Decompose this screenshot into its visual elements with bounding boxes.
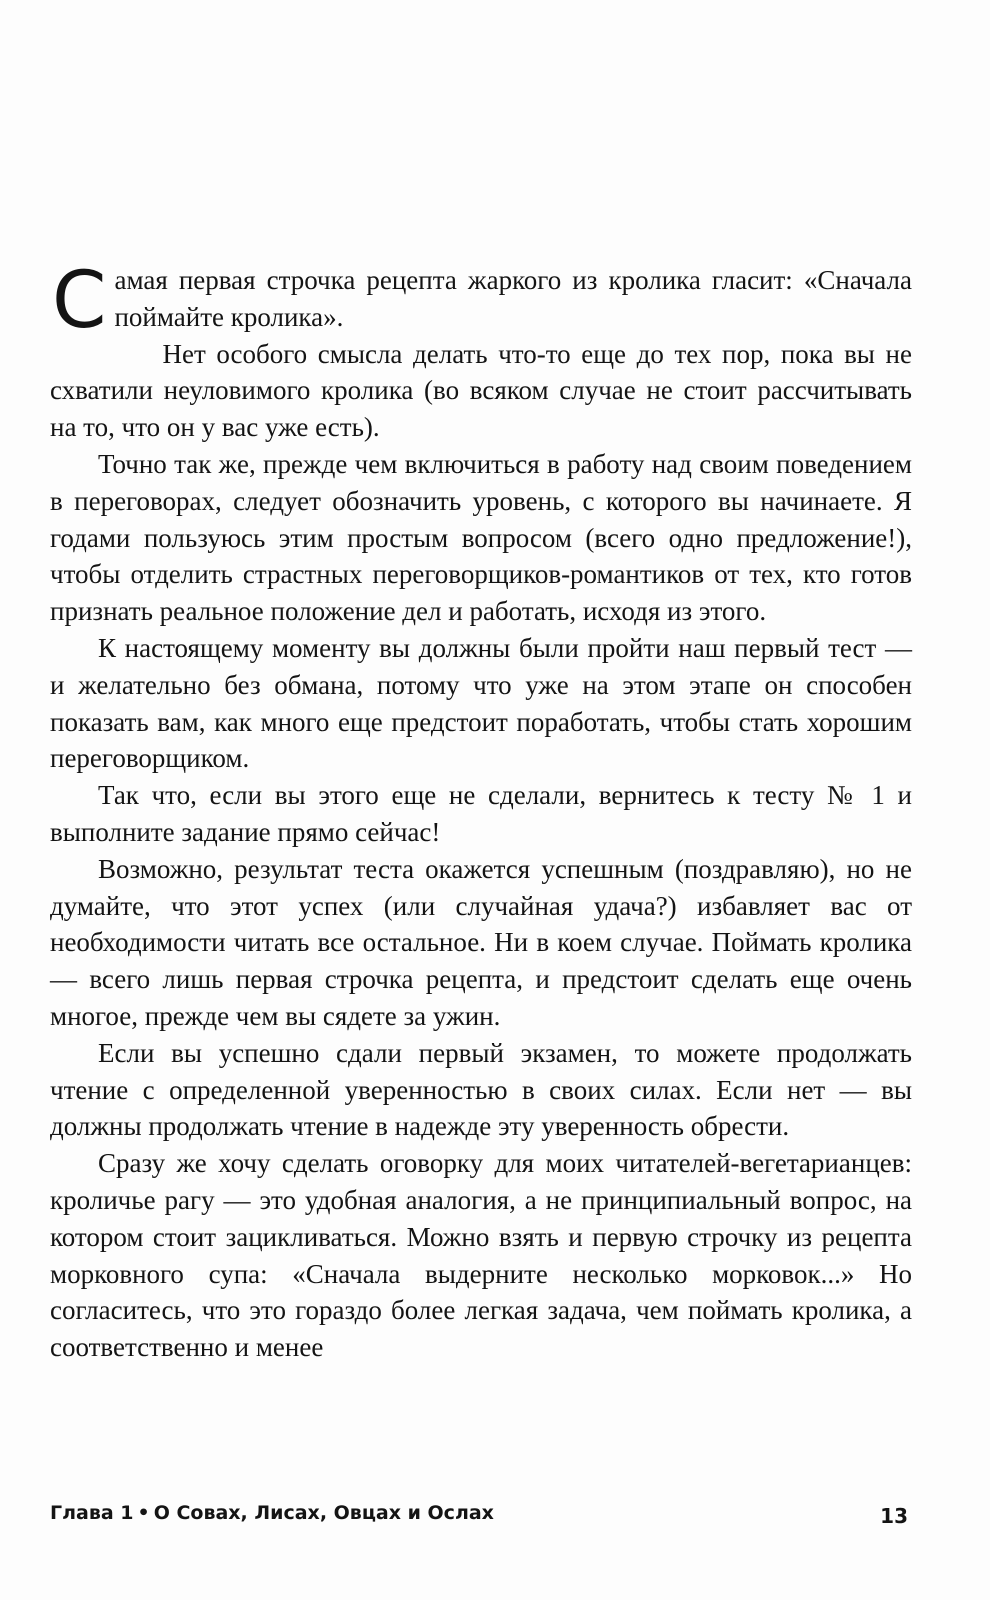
drop-cap: С bbox=[52, 256, 107, 346]
paragraph-4: К настоящему моменту вы должны были пройти наш первый тест — и желательно без обмана, потому что уже на этом этапе он способен показать вам, как много еще предстоит поработать, чтобы стать хорошим переговорщиком. bbox=[50, 632, 912, 774]
chapter-footer bbox=[50, 1502, 494, 1524]
chapter-title: О Совах, Лисах, Овцах и Ослах bbox=[153, 1502, 494, 1524]
paragraph-6: Возможно, результат теста окажется успешным (поздравляю), но не думайте, что этот успех (или случайная удача?) избавляет вас от необходимости читать все остальное. Ни в коем случае. Поймать кролика — всего лишь первая строчка рецепта, и предстоит сделать еще очень многое, прежде чем вы сядете за ужин. bbox=[50, 853, 912, 1031]
paragraph-7: Если вы успешно сдали первый экзамен, то можете продолжать чтение с определенной уверенностью в своих силах. Если нет — вы должны продолжать чтение в надежде эту уверенность обрести. bbox=[50, 1037, 912, 1142]
paragraph-3: Точно так же, прежде чем включиться в работу над своим поведением в переговорах, следует обозначить уровень, с которого вы начинаете. Я годами пользуюсь этим простым вопросом (всего одно предложение!), чтобы отделить страстных переговорщиков-романтиков от тех, кто готов признать реальное положение дел и работать, исходя из этого. bbox=[50, 448, 912, 627]
body-text bbox=[50, 256, 912, 1366]
chapter-label: Глава 1 bbox=[50, 1502, 134, 1524]
running-footer bbox=[50, 1502, 908, 1538]
paragraph-5: Так что, если вы этого еще не сделали, вернитесь к тесту № 1 и выполните задание прямо сейчас! bbox=[50, 780, 912, 847]
paragraph-1 bbox=[50, 256, 912, 346]
paragraph-1-text: амая первая строчка рецепта жаркого из кролика гласит: «Сначала поймайте кролика». bbox=[114, 265, 912, 332]
bullet-separator: • bbox=[137, 1502, 150, 1524]
page-number: 13 bbox=[880, 1504, 908, 1528]
paragraph-2: Нет особого смысла делать что-то еще до тех пор, пока вы не схватили неуловимого кролика (во всяком случае не стоит рассчитывать на то, что он у вас уже есть). bbox=[50, 338, 912, 443]
paragraph-8: Сразу же хочу сделать оговорку для моих читателей-вегетарианцев: кроличье рагу — это удобная аналогия, а не принципиальный вопрос, на котором стоит зацикливаться. Можно взять и первую строчку из рецепта морковного супа: «Сначала выдерните несколько морковок...» Но согласитесь, что это гораздо более легкая задача, чем поймать кролика, а соответственно и менее bbox=[50, 1148, 912, 1363]
